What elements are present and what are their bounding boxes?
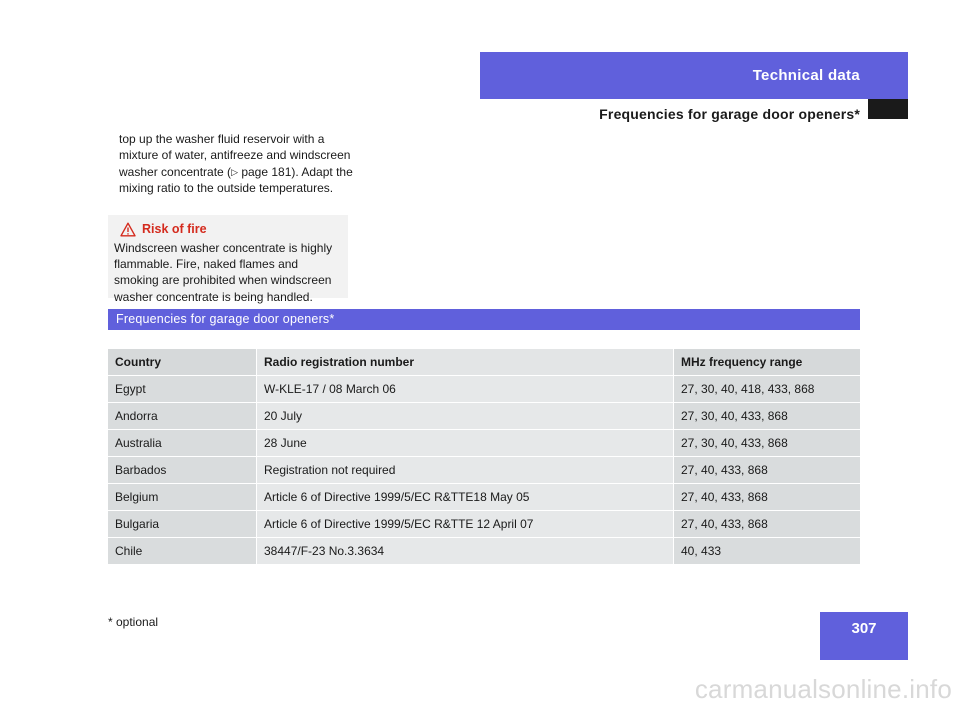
table-header-row bbox=[108, 349, 860, 376]
cell-frequency: 40, 433 bbox=[673, 538, 860, 565]
cell-frequency: 27, 30, 40, 418, 433, 868 bbox=[673, 376, 860, 403]
intro-text-after: page 181). Adapt the mixing ratio to the outside temperatures. bbox=[119, 164, 353, 196]
warning-title: Risk of fire bbox=[142, 222, 207, 236]
page-heading: Frequencies for garage door openers* bbox=[599, 106, 860, 122]
section-title: Frequencies for garage door openers* bbox=[116, 312, 335, 326]
table-row bbox=[108, 538, 860, 565]
cell-registration: Article 6 of Directive 1999/5/EC R&TTE18 May 05 bbox=[256, 484, 673, 511]
cell-frequency: 27, 40, 433, 868 bbox=[673, 457, 860, 484]
cell-registration: 28 June bbox=[256, 430, 673, 457]
page-number: 307 bbox=[851, 620, 877, 637]
section-tab bbox=[480, 52, 908, 99]
table-row bbox=[108, 430, 860, 457]
cell-country: Bulgaria bbox=[108, 511, 256, 538]
cell-country: Chile bbox=[108, 538, 256, 565]
cell-registration: 38447/F-23 No.3.3634 bbox=[256, 538, 673, 565]
table-row bbox=[108, 376, 860, 403]
cell-frequency: 27, 40, 433, 868 bbox=[673, 484, 860, 511]
table-row bbox=[108, 484, 860, 511]
section-tab-label: Technical data bbox=[752, 67, 860, 84]
table-row bbox=[108, 403, 860, 430]
page-reference-arrow-icon: ▷ bbox=[231, 166, 238, 177]
column-header-frequency: MHz frequency range bbox=[673, 349, 860, 376]
intro-text-before: top up the washer fluid reservoir with a mixture of water, antifreeze and windscreen washer concentrate ( bbox=[119, 132, 351, 179]
frequency-table bbox=[108, 349, 860, 565]
cell-country: Andorra bbox=[108, 403, 256, 430]
table-row bbox=[108, 457, 860, 484]
thumb-index-marker bbox=[868, 99, 908, 119]
section-title-bar bbox=[108, 309, 860, 330]
cell-frequency: 27, 30, 40, 433, 868 bbox=[673, 430, 860, 457]
cell-registration: 20 July bbox=[256, 403, 673, 430]
cell-frequency: 27, 30, 40, 433, 868 bbox=[673, 403, 860, 430]
warning-triangle-icon bbox=[120, 222, 136, 237]
cell-registration: W-KLE-17 / 08 March 06 bbox=[256, 376, 673, 403]
cell-frequency: 27, 40, 433, 868 bbox=[673, 511, 860, 538]
cell-country: Australia bbox=[108, 430, 256, 457]
cell-country: Belgium bbox=[108, 484, 256, 511]
footnote: * optional bbox=[108, 615, 159, 629]
watermark: carmanualsonline.info bbox=[694, 674, 952, 704]
cell-country: Barbados bbox=[108, 457, 256, 484]
warning-title-row bbox=[114, 219, 342, 239]
cell-registration: Article 6 of Directive 1999/5/EC R&TTE 12 April 07 bbox=[256, 511, 673, 538]
page-number-tab bbox=[820, 612, 908, 660]
column-header-country: Country bbox=[108, 349, 256, 376]
table-row bbox=[108, 511, 860, 538]
warning-text: Windscreen washer concentrate is highly flammable. Fire, naked flames and smoking are prohibited when windscreen washer concentrate is being handled. bbox=[114, 241, 333, 304]
cell-registration: Registration not required bbox=[256, 457, 673, 484]
cell-country: Egypt bbox=[108, 376, 256, 403]
column-header-registration: Radio registration number bbox=[256, 349, 673, 376]
warning-box bbox=[108, 215, 348, 304]
intro-paragraph bbox=[119, 131, 354, 197]
